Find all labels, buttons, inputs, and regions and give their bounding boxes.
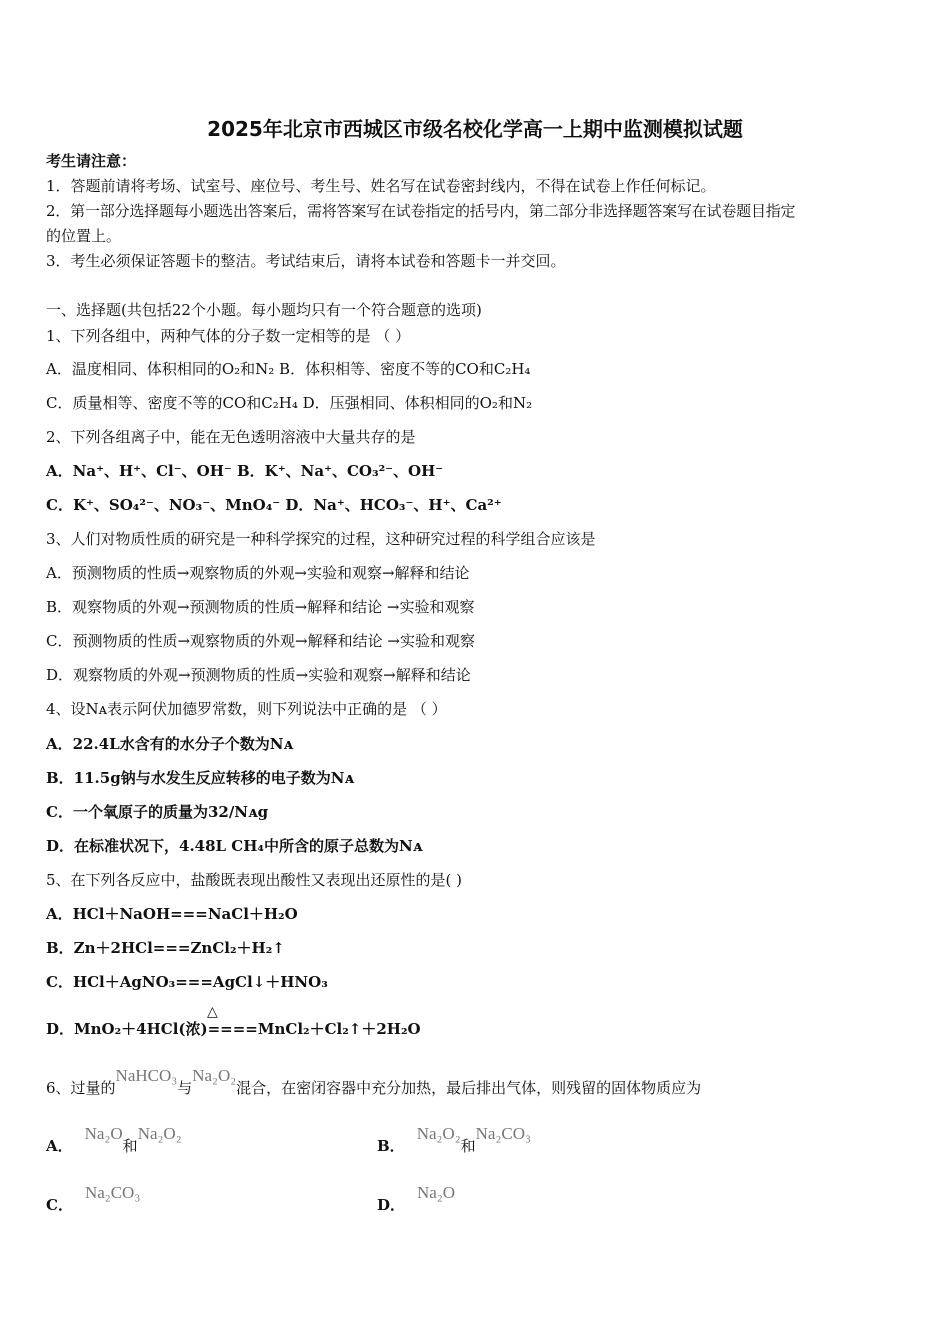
q4-option-b: B．11.5g钠与水发生反应转移的电子数为Nᴀ <box>46 769 355 787</box>
q2-stem: 2、下列各组离子中，能在无色透明溶液中大量共存的是 <box>46 428 416 446</box>
q5-option-b: B．Zn＋2HCl===ZnCl₂＋H₂↑ <box>46 939 285 957</box>
q3-option-b: B．观察物质的外观→预测物质的性质→解释和结论 →实验和观察 <box>46 598 475 616</box>
q6-option-c <box>46 1183 141 1214</box>
q6-option-c-formula: Na₂CO₃ <box>84 1183 141 1202</box>
q3-option-c: C．预测物质的性质→观察物质的外观→解释和结论 →实验和观察 <box>46 632 475 650</box>
q6-stem-pre: 6、过量的 <box>46 1079 116 1097</box>
q4-option-c: C．一个氧原子的质量为32/Nᴀg <box>46 803 269 821</box>
notice-heading: 考生请注意： <box>46 152 137 170</box>
q2-options-ab: A．Na⁺、H⁺、Cl⁻、OH⁻ B．K⁺、Na⁺、CO₃²⁻、OH⁻ <box>46 462 444 480</box>
notice-item-3: 3．考生必须保证答题卡的整洁。考试结束后，请将本试卷和答题卡一并交回。 <box>46 252 566 270</box>
q6-option-d-formula: Na₂O <box>417 1183 456 1202</box>
q6-stem-post: 混合，在密闭容器中充分加热，最后排出气体，则残留的固体物质应为 <box>236 1079 702 1097</box>
q5-option-a: A．HCl＋NaOH===NaCl＋H₂O <box>46 905 298 923</box>
q6-stem-mid: 与 <box>177 1079 193 1097</box>
q6-option-a-and: 和 <box>122 1137 138 1155</box>
q6-option-b-label: B． <box>377 1137 405 1155</box>
q6-formula-na2o2: Na₂O₂ <box>192 1066 237 1085</box>
q6-formula-nahco3: NaHCO₃ <box>115 1066 178 1085</box>
q3-option-d: D．观察物质的外观→预测物质的性质→实验和观察→解释和结论 <box>46 666 471 684</box>
q6-option-b-formula-2: Na₂CO₃ <box>475 1124 531 1143</box>
q5-option-d: D．MnO₂＋4HCl(浓)====MnCl₂＋Cl₂↑＋2H₂O <box>46 1020 421 1038</box>
q4-option-d: D．在标准状况下，4.48L CH₄中所含的原子总数为Nᴀ <box>46 837 423 855</box>
q1-options-cd: C．质量相等、密度不等的CO和C₂H₄ D．压强相同、体积相同的O₂和N₂ <box>46 394 533 412</box>
q6-option-b-and: 和 <box>460 1137 476 1155</box>
notice-item-2-cont: 的位置上。 <box>46 227 122 245</box>
q6-option-d-label: D． <box>377 1196 406 1214</box>
notice-item-2: 2．第一部分选择题每小题选出答案后，需将答案写在试卷指定的括号内，第二部分非选择题答案写在试卷题目指定 <box>46 202 796 220</box>
q5-option-c: C．HCl＋AgNO₃===AgCl↓＋HNO₃ <box>46 973 328 991</box>
q1-options-ab: A．温度相同、体积相同的O₂和N₂ B．体积相等、密度不等的CO和C₂H₄ <box>46 360 531 378</box>
q5-stem: 5、在下列各反应中，盐酸既表现出酸性又表现出还原性的是( ) <box>46 871 463 889</box>
q6-option-d <box>377 1183 456 1214</box>
notice-item-1: 1．答题前请将考场、试室号、座位号、考生号、姓名写在试卷密封线内，不得在试卷上作任何标记。 <box>46 177 716 195</box>
q6-option-a <box>46 1124 182 1155</box>
q6-option-b <box>377 1124 531 1155</box>
q3-option-a: A．预测物质的性质→观察物质的外观→实验和观察→解释和结论 <box>46 564 470 582</box>
q4-stem: 4、设Nᴀ表示阿伏加德罗常数，则下列说法中正确的是 （ ） <box>46 700 447 718</box>
q6-option-a-formula-1: Na₂O <box>84 1124 123 1143</box>
q6-option-c-label: C． <box>46 1196 73 1214</box>
q5-heat-symbol: △ <box>207 1004 218 1020</box>
q6-option-a-formula-2: Na₂O₂ <box>137 1124 182 1143</box>
q1-stem: 1、下列各组中，两种气体的分子数一定相等的是 （ ） <box>46 327 411 345</box>
page-title: 2025年北京市西城区市级名校化学高一上期中监测模拟试题 <box>207 117 743 141</box>
q6-option-b-formula-1: Na₂O₂ <box>416 1124 461 1143</box>
q2-options-cd: C．K⁺、SO₄²⁻、NO₃⁻、MnO₄⁻ D．Na⁺、HCO₃⁻、H⁺、Ca²⁺ <box>46 496 502 514</box>
section-heading: 一、选择题(共包括22个小题。每小题均只有一个符合题意的选项) <box>46 301 482 319</box>
q6-stem <box>46 1066 702 1097</box>
q4-option-a: A．22.4L水含有的水分子个数为Nᴀ <box>46 735 294 753</box>
q3-stem: 3、人们对物质性质的研究是一种科学探究的过程，这种研究过程的科学组合应该是 <box>46 530 596 548</box>
q6-option-a-label: A． <box>46 1137 73 1155</box>
